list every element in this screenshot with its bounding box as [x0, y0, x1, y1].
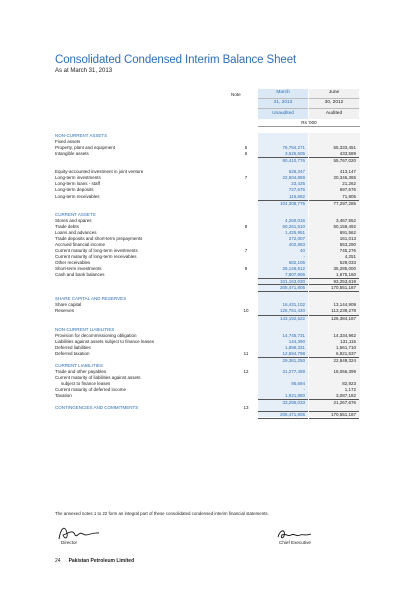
row-value-prior: 55,767,020 [309, 157, 359, 164]
row-value-current: 104,308,775 [258, 200, 308, 207]
row-label: Taxation [55, 393, 72, 399]
row-value-prior: 413,147 [339, 169, 356, 175]
col1-line3: Unaudited [272, 111, 294, 116]
row-value-current: 3,626,505 [284, 151, 305, 157]
row-value-prior: 161,013 [339, 235, 356, 241]
row-value-current: 143,192,522 [258, 315, 308, 322]
row-note: 8 [244, 223, 248, 229]
row-value-prior: 4,251 [344, 254, 356, 259]
page-footer [55, 558, 134, 564]
row-label: CURRENT ASSETS [55, 211, 96, 217]
row-value-prior: 170,551,187 [309, 411, 359, 419]
row-value-prior: 21,267,676 [309, 399, 359, 406]
row-label: Current maturity of long-term investments [55, 247, 138, 253]
company-name: Pakistan Petroleum Limited [68, 558, 135, 564]
row-value-prior: 13,144,909 [333, 302, 356, 308]
row-label: Loans and advances [55, 229, 97, 235]
row-value-current: 95,694 [291, 381, 305, 387]
row-value-prior: 35,285,000 [333, 266, 356, 272]
row-value-prior: 697,676 [339, 187, 356, 193]
row-value-prior: 22,849,324 [309, 357, 359, 364]
director-label: Director [61, 540, 78, 545]
row-label: Trade debts [55, 223, 79, 229]
row-value-current: 14,745,731 [282, 332, 305, 338]
row-label: NON-CURRENT ASSETS [55, 133, 108, 138]
unit-label: Rs '000 [258, 120, 360, 127]
row-value-current: 205,471,805 [258, 411, 308, 419]
row-note: 11 [243, 350, 249, 356]
row-value-prior: 745,276 [339, 247, 356, 253]
row-value-prior: 113,239,278 [331, 308, 356, 314]
row-value-current: 60,261,510 [282, 223, 305, 229]
row-value-prior: 1,561,710 [335, 344, 356, 350]
row-value-current: - [303, 254, 305, 259]
row-value-current: 272,007 [288, 235, 305, 241]
row-value-prior: 50,159,492 [333, 223, 356, 229]
row-label: Deferred liabilities [55, 344, 91, 350]
row-note: 12 [243, 368, 249, 374]
row-value-current: 12,594,798 [282, 350, 305, 356]
row-value-current: 402,983 [288, 241, 305, 247]
row-label: Share capital [55, 302, 82, 308]
row-note: 7 [244, 175, 248, 181]
row-label: Fixed assets [55, 139, 81, 145]
chief-executive-signature [274, 527, 314, 541]
row-value-current: 26,146,512 [282, 266, 305, 272]
col2-line2: 30, 2012 [324, 100, 344, 105]
row-label: Provision for decommissioning obligation [55, 332, 137, 338]
row-value-prior: 21,262 [342, 181, 356, 187]
row-value-prior: 553,290 [339, 241, 356, 247]
row-value-prior: 3,087,182 [335, 393, 356, 399]
row-value-current: 126,761,420 [279, 308, 305, 314]
row-value-prior: 126,384,187 [309, 315, 359, 322]
row-label: NON-CURRENT LIABILITIES [55, 326, 115, 332]
row-value-prior: 55,333,451 [333, 145, 356, 151]
row-value-prior: 529,033 [339, 260, 356, 266]
column-header-group [258, 89, 360, 127]
row-label: Current maturity of liabilities against assets [55, 375, 141, 380]
row-label: Equity-accounted investment in joint venture [55, 169, 144, 175]
row-value-current: - [303, 387, 305, 393]
row-label: Cash and bank balances [55, 272, 105, 278]
row-label: Trade and other payables [55, 368, 107, 374]
row-note: 5 [244, 145, 248, 151]
column-header-current [258, 89, 308, 119]
row-label: Accrued financial income [55, 241, 106, 247]
row-label: CONTINGENCIES AND COMMITMENTS [55, 405, 139, 411]
row-value-current: 29,381,250 [258, 357, 308, 364]
row-label: Intangible assets [55, 151, 89, 157]
row-value-prior: 1,172 [344, 387, 356, 393]
row-note: 7 [244, 247, 248, 253]
row-note: 9 [244, 266, 248, 272]
row-value-current: 582,105 [288, 260, 305, 266]
row-value-current: 23,425 [291, 181, 305, 187]
row-label: Reserves [55, 308, 75, 314]
row-label: Trade deposits and short-term prepayments [55, 235, 143, 241]
row-value-current: 31,277,459 [282, 368, 305, 374]
column-header-prior [309, 89, 359, 119]
row-label: Stores and spares [55, 217, 92, 223]
table-row [55, 411, 360, 417]
row-value-current: 22,504,869 [282, 175, 305, 181]
col1-line1: March [276, 90, 290, 95]
row-value-prior: 93,253,619 [309, 278, 359, 285]
row-value-prior: 18,066,399 [333, 368, 356, 374]
row-value-current: 144,390 [288, 338, 305, 344]
row-label: Other receivables [55, 260, 91, 266]
row-value-current: 1,921,880 [284, 393, 305, 399]
row-value-prior: 14,334,962 [333, 332, 356, 338]
row-value-current: 40 [299, 247, 305, 253]
page-subtitle: As at March 31, 2013 [55, 68, 113, 74]
row-label: subject to finance leases [61, 381, 111, 387]
page-title: Consolidated Condensed Interim Balance Sheet [55, 54, 297, 66]
row-label: Long-term investments [55, 175, 101, 181]
row-value-prior: 131,115 [340, 338, 356, 344]
row-value-current: 205,471,805 [258, 284, 308, 292]
row-value-prior: 20,346,365 [333, 175, 356, 181]
row-note: 6 [244, 151, 248, 157]
row-value-current: 7,807,906 [284, 272, 305, 278]
row-note: 10 [243, 308, 249, 314]
col2-line1: June [328, 90, 340, 95]
row-value-prior: 1,675,160 [335, 272, 356, 278]
row-value-current: 1,896,331 [284, 344, 305, 350]
note-column-header: Note [231, 92, 241, 97]
row-label: Long-term receivables [55, 193, 100, 199]
chief-executive-label: Chief Executive [279, 540, 311, 545]
row-value-current: 101,163,030 [258, 278, 308, 285]
row-label: Long-term loans - staff [55, 181, 100, 187]
col2-line3: Audited [325, 111, 343, 116]
row-value-current: 76,784,271 [282, 145, 305, 151]
row-label: SHARE CAPITAL AND RESERVES [55, 296, 127, 302]
row-value-current: 80,410,776 [258, 157, 308, 164]
row-value-current: 16,431,102 [282, 302, 305, 308]
row-value-prior: 691,562 [339, 229, 356, 235]
row-value-prior: 3,467,552 [335, 217, 356, 223]
row-value-current: 115,682 [289, 193, 305, 199]
row-value-current: 33,295,033 [258, 399, 308, 406]
row-label: CURRENT LIABILITIES [55, 362, 103, 368]
row-value-prior: 6,821,537 [335, 350, 356, 356]
row-label: Property, plant and equipment [55, 145, 115, 151]
row-value-prior: 433,589 [339, 151, 356, 157]
row-label: Current maturity of long-term receivables [55, 254, 137, 259]
row-label: Long-term deposits [55, 187, 94, 193]
footnote: The annexed notes 1 to 22 form an integral part of these consolidated condensed interim financial statements. [55, 511, 269, 516]
row-label: Current maturity of deferred income [55, 387, 127, 393]
col1-line2: 31, 2013 [273, 100, 293, 105]
row-note: 13 [243, 405, 249, 411]
row-label: Short-term investments [55, 266, 102, 272]
row-value-prior: 82,923 [342, 381, 356, 387]
row-value-prior: 170,551,187 [309, 284, 359, 292]
page-number: 24 [55, 558, 61, 564]
row-value-current: 4,260,016 [284, 217, 305, 223]
row-value-current: 727,676 [288, 187, 305, 193]
row-value-prior: 77,297,285 [309, 200, 359, 207]
row-value-current: 1,425,951 [284, 229, 305, 235]
row-label: Liabilities against assets subject to finance leases [55, 338, 155, 344]
row-value-prior: 71,805 [342, 193, 356, 199]
row-label: Deferred taxation [55, 350, 90, 356]
row-value-current: 526,347 [288, 169, 305, 175]
